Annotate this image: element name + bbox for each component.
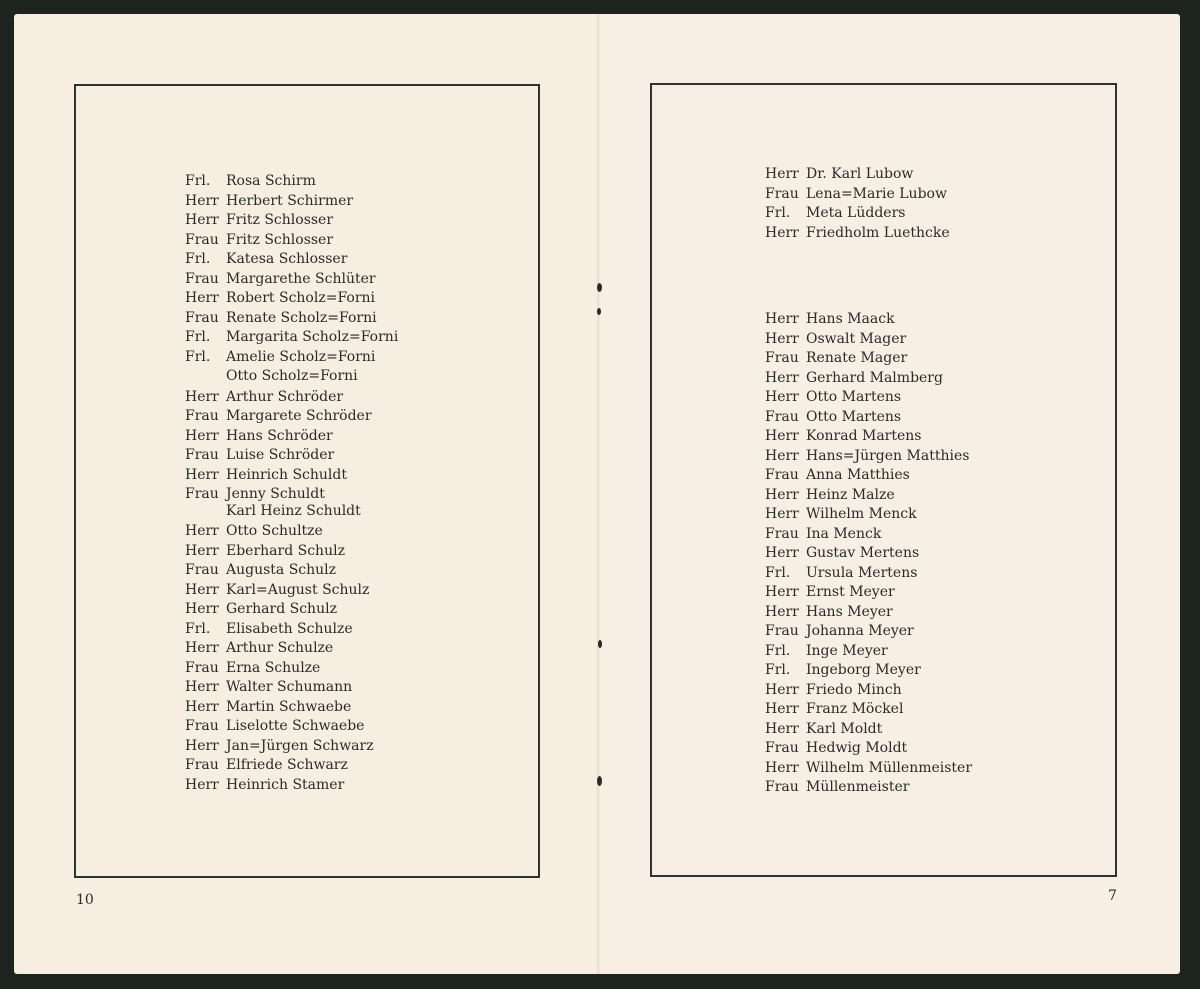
salutation: Herr bbox=[185, 427, 219, 444]
person-name: Katesa Schlosser bbox=[226, 251, 348, 267]
person-name: Luise Schröder bbox=[226, 447, 335, 463]
person-name: Heinz Malze bbox=[806, 486, 895, 503]
list-item bbox=[765, 681, 902, 699]
person-name: Friedo Minch bbox=[806, 681, 902, 698]
salutation: Frl. bbox=[765, 642, 791, 659]
salutation: Frau bbox=[765, 779, 799, 795]
list-item bbox=[765, 778, 909, 796]
person-name: Erna Schulze bbox=[226, 659, 321, 676]
salutation: Frau bbox=[765, 185, 799, 202]
salutation: Herr bbox=[185, 640, 219, 656]
list-item bbox=[185, 309, 377, 327]
person-name: Otto Scholz=Forni bbox=[226, 368, 358, 384]
person-name: Heinrich Schuldt bbox=[226, 466, 347, 483]
salutation: Frl. bbox=[185, 251, 211, 267]
list-item bbox=[185, 678, 352, 696]
list-item bbox=[185, 756, 348, 774]
salutation: Herr bbox=[765, 428, 799, 444]
person-name: Margarethe Schlüter bbox=[226, 270, 376, 287]
salutation: Herr bbox=[185, 679, 219, 695]
list-item bbox=[185, 717, 364, 735]
person-name: Hans=Jürgen Matthies bbox=[806, 447, 970, 464]
person-name: Walter Schumann bbox=[226, 679, 353, 695]
list-item bbox=[765, 388, 901, 406]
binding-hole bbox=[597, 283, 602, 292]
salutation: Frau bbox=[185, 562, 219, 578]
list-item bbox=[185, 388, 343, 406]
person-name: Hans Schröder bbox=[226, 427, 333, 444]
list-item bbox=[765, 622, 914, 640]
salutation: Herr bbox=[185, 776, 219, 793]
person-name: Friedholm Luethcke bbox=[806, 224, 950, 241]
left-page bbox=[14, 14, 599, 974]
person-name: Ingeborg Meyer bbox=[806, 662, 921, 678]
binding-hole bbox=[598, 640, 602, 648]
list-item bbox=[185, 659, 320, 677]
person-name: Ina Menck bbox=[806, 525, 882, 542]
right-page bbox=[600, 14, 1180, 974]
person-name: Lena=Marie Lubow bbox=[806, 185, 947, 202]
person-name: Elisabeth Schulze bbox=[226, 620, 353, 637]
salutation: Herr bbox=[185, 523, 219, 539]
list-item bbox=[185, 776, 344, 794]
person-name: Inge Meyer bbox=[806, 642, 888, 659]
salutation: Herr bbox=[765, 447, 799, 464]
salutation: Herr bbox=[765, 311, 799, 327]
person-name: Johanna Meyer bbox=[806, 623, 914, 639]
salutation: Frau bbox=[185, 270, 219, 287]
list-item bbox=[765, 427, 921, 445]
person-name: Anna Matthies bbox=[806, 467, 910, 483]
person-name: Amelie Scholz=Forni bbox=[226, 348, 376, 365]
person-name: Hans Maack bbox=[806, 311, 895, 327]
list-item bbox=[185, 737, 374, 755]
list-item bbox=[185, 502, 361, 520]
salutation: Herr bbox=[765, 369, 799, 386]
list-item bbox=[765, 642, 888, 660]
list-item bbox=[765, 408, 901, 426]
salutation: Herr bbox=[765, 166, 799, 182]
list-item bbox=[765, 700, 903, 718]
person-name: Margarita Scholz=Forni bbox=[226, 329, 399, 345]
person-name: Wilhelm Müllenmeister bbox=[806, 759, 973, 776]
salutation: Frl. bbox=[185, 348, 211, 365]
salutation: Frl. bbox=[185, 173, 211, 189]
list-item bbox=[185, 446, 334, 464]
list-item bbox=[765, 447, 969, 465]
person-name: Jenny Schuldt bbox=[226, 486, 325, 502]
list-item bbox=[185, 427, 333, 445]
person-name: Fritz Schlosser bbox=[226, 212, 334, 228]
salutation: Frau bbox=[185, 486, 219, 502]
person-name: Karl=August Schulz bbox=[226, 581, 370, 598]
person-name: Augusta Schulz bbox=[226, 562, 337, 578]
list-item bbox=[765, 330, 906, 348]
list-item bbox=[765, 544, 919, 562]
person-name: Otto Martens bbox=[806, 408, 902, 425]
list-item bbox=[185, 485, 325, 503]
salutation: Herr bbox=[765, 224, 799, 241]
salutation: Herr bbox=[185, 388, 219, 405]
person-name: Heinrich Stamer bbox=[226, 776, 345, 793]
salutation: Herr bbox=[765, 545, 799, 561]
person-name: Herbert Schirmer bbox=[226, 192, 354, 209]
person-name: Otto Martens bbox=[806, 389, 902, 405]
salutation: Frl. bbox=[765, 205, 791, 221]
person-name: Rosa Schirm bbox=[226, 173, 316, 189]
list-item bbox=[185, 270, 376, 288]
salutation: Herr bbox=[185, 192, 219, 209]
list-item bbox=[185, 328, 398, 346]
person-name: Gustav Mertens bbox=[806, 545, 920, 561]
salutation: Herr bbox=[765, 681, 799, 698]
person-name: Arthur Schulze bbox=[226, 640, 334, 656]
salutation: Frau bbox=[765, 350, 799, 366]
salutation: Herr bbox=[765, 603, 799, 620]
salutation: Herr bbox=[765, 701, 799, 717]
list-item bbox=[185, 348, 375, 366]
list-item bbox=[765, 204, 905, 222]
list-item bbox=[765, 720, 882, 738]
salutation: Frau bbox=[765, 467, 799, 483]
list-item bbox=[765, 739, 907, 757]
person-name: Hans Meyer bbox=[806, 603, 893, 620]
salutation: Herr bbox=[185, 290, 219, 306]
person-name: Müllenmeister bbox=[806, 779, 910, 795]
person-name: Arthur Schröder bbox=[226, 388, 344, 405]
salutation: Herr bbox=[185, 601, 219, 617]
list-item bbox=[185, 211, 333, 229]
person-name: Renate Scholz=Forni bbox=[226, 309, 377, 326]
binding-hole bbox=[597, 308, 601, 315]
person-name: Franz Möckel bbox=[806, 701, 904, 717]
person-name: Robert Scholz=Forni bbox=[226, 290, 376, 306]
person-name: Fritz Schlosser bbox=[226, 231, 334, 248]
list-item bbox=[185, 367, 358, 385]
list-item bbox=[185, 581, 369, 599]
salutation: Herr bbox=[765, 389, 799, 405]
person-name: Meta Lüdders bbox=[806, 205, 906, 221]
list-item bbox=[185, 231, 333, 249]
salutation: Herr bbox=[185, 466, 219, 483]
list-item bbox=[185, 620, 353, 638]
person-name: Gerhard Malmberg bbox=[806, 369, 943, 386]
person-name: Oswalt Mager bbox=[806, 330, 907, 347]
list-item bbox=[765, 564, 917, 582]
list-item bbox=[765, 349, 907, 367]
list-item bbox=[185, 698, 351, 716]
salutation: Herr bbox=[185, 698, 219, 715]
list-item bbox=[185, 289, 375, 307]
salutation: Herr bbox=[185, 581, 219, 598]
person-name: Martin Schwaebe bbox=[226, 698, 352, 715]
list-item bbox=[765, 603, 893, 621]
list-item bbox=[185, 522, 323, 540]
list-item bbox=[765, 486, 895, 504]
list-item bbox=[765, 369, 943, 387]
salutation: Frau bbox=[185, 757, 219, 773]
person-name: Wilhelm Menck bbox=[806, 506, 917, 522]
person-name: Otto Schultze bbox=[226, 523, 323, 539]
person-name: Hedwig Moldt bbox=[806, 740, 908, 756]
list-item bbox=[765, 661, 921, 679]
person-name: Renate Mager bbox=[806, 350, 908, 366]
right-page-number: 7 bbox=[1108, 888, 1117, 904]
salutation: Frau bbox=[185, 408, 219, 424]
salutation: Frau bbox=[765, 525, 799, 542]
list-item bbox=[185, 542, 345, 560]
list-item bbox=[765, 505, 917, 523]
salutation: Herr bbox=[185, 737, 219, 754]
person-name: Margarete Schröder bbox=[226, 408, 372, 424]
salutation: Frau bbox=[185, 231, 219, 248]
salutation: Frl. bbox=[185, 620, 211, 637]
salutation: Herr bbox=[185, 542, 219, 559]
list-item bbox=[765, 165, 913, 183]
list-item bbox=[185, 172, 316, 190]
person-name: Eberhard Schulz bbox=[226, 542, 345, 559]
person-name: Elfriede Schwarz bbox=[226, 757, 348, 773]
salutation: Herr bbox=[765, 720, 799, 737]
list-item bbox=[185, 466, 347, 484]
list-item bbox=[765, 525, 881, 543]
salutation: Frl. bbox=[765, 662, 791, 678]
binding-hole bbox=[597, 776, 602, 786]
person-name: Gerhard Schulz bbox=[226, 601, 337, 617]
salutation: Frau bbox=[185, 718, 219, 734]
salutation: Herr bbox=[765, 759, 799, 776]
salutation: Frau bbox=[185, 447, 219, 463]
list-item bbox=[765, 759, 972, 777]
list-item bbox=[765, 310, 895, 328]
list-item bbox=[185, 407, 372, 425]
person-name: Konrad Martens bbox=[806, 428, 922, 444]
person-name: Ursula Mertens bbox=[806, 564, 918, 581]
list-item bbox=[185, 639, 333, 657]
salutation: Frau bbox=[765, 408, 799, 425]
salutation: Frl. bbox=[765, 564, 791, 581]
salutation: Frau bbox=[765, 623, 799, 639]
list-item bbox=[185, 600, 337, 618]
list-item bbox=[765, 185, 947, 203]
person-name: Dr. Karl Lubow bbox=[806, 166, 914, 182]
list-item bbox=[765, 466, 910, 484]
left-page-number: 10 bbox=[76, 892, 94, 908]
list-item bbox=[185, 192, 353, 210]
salutation: Herr bbox=[765, 330, 799, 347]
list-item bbox=[185, 250, 347, 268]
salutation: Frau bbox=[185, 659, 219, 676]
person-name: Karl Moldt bbox=[806, 720, 883, 737]
salutation: Frl. bbox=[185, 329, 211, 345]
salutation: Herr bbox=[765, 486, 799, 503]
person-name: Liselotte Schwaebe bbox=[226, 718, 365, 734]
person-name: Jan=Jürgen Schwarz bbox=[226, 737, 374, 754]
list-item bbox=[765, 224, 950, 242]
person-name: Ernst Meyer bbox=[806, 584, 895, 600]
person-name: Karl Heinz Schuldt bbox=[226, 503, 361, 519]
list-item bbox=[765, 583, 895, 601]
salutation: Frau bbox=[765, 740, 799, 756]
salutation: Herr bbox=[765, 584, 799, 600]
list-item bbox=[185, 561, 336, 579]
salutation: Frau bbox=[185, 309, 219, 326]
salutation: Herr bbox=[765, 506, 799, 522]
salutation: Herr bbox=[185, 212, 219, 228]
